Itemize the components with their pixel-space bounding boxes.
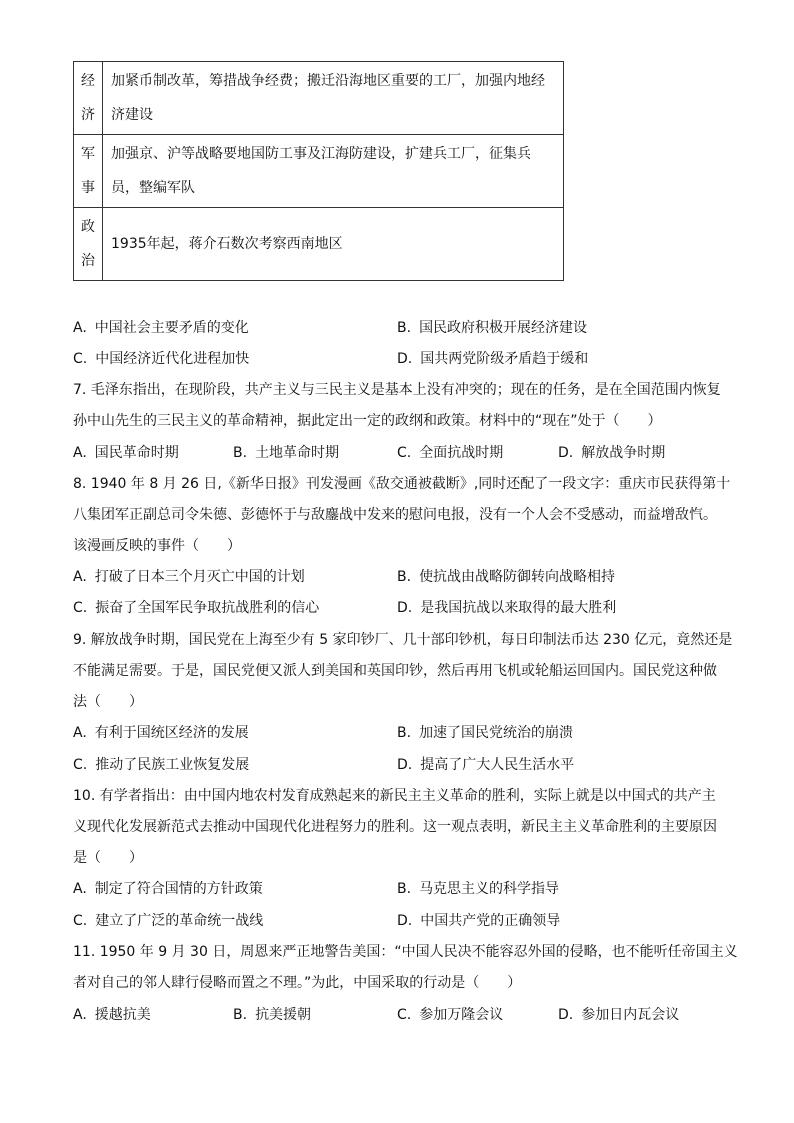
row-head (74, 208, 103, 281)
option-letter: B. (233, 445, 248, 461)
option-letter: C. (397, 445, 412, 461)
table-row (74, 62, 564, 135)
q11-stem-line: 者对自己的邻人肆行侵略而置之不理。”为此，中国采取的行动是（ ） (73, 975, 522, 991)
q10-stem-line: 义现代化发展新范式去推动中国现代化进程努力的胜利。这一观点表明，新民主主义革命胜利的主要原因 (73, 819, 717, 835)
option-text: 加速了国民党统治的崩溃 (419, 725, 574, 741)
option-text: 参加万隆会议 (419, 1007, 504, 1023)
q8-option-a[interactable] (73, 567, 305, 587)
table-row (74, 208, 564, 281)
q9-option-d[interactable] (397, 755, 574, 775)
option-letter: B. (397, 725, 412, 741)
row-head-char: 军 (81, 146, 95, 162)
row-head (74, 135, 103, 208)
q8-stem-line: 8. 1940 年 8 月 26 日,《新华日报》刊发漫画《敌交通被截断》,同时还配了一段文字：重庆市民获得第十 (73, 476, 731, 492)
q8-option-d[interactable] (397, 598, 616, 618)
row-content-line: 加紧币制改革，筹措战争经费；搬迁沿海地区重要的工厂，加强内地经 (111, 73, 545, 89)
option-text: 参加日内瓦会议 (581, 1007, 680, 1023)
option-text: 制定了符合国情的方针政策 (94, 881, 263, 897)
option-text: 是我国抗战以来取得的最大胜利 (420, 600, 617, 616)
option-text: 抗美援朝 (255, 1007, 312, 1023)
q11-option-b[interactable] (233, 1005, 311, 1025)
option-text: 国民政府积极开展经济建设 (419, 320, 588, 336)
option-letter: A. (73, 881, 87, 897)
option-text: 使抗战由战略防御转向战略相持 (419, 569, 616, 585)
q6-option-c[interactable] (73, 349, 249, 369)
option-text: 马克思主义的科学指导 (419, 881, 560, 897)
option-letter: A. (73, 725, 87, 741)
q7-option-c[interactable] (397, 443, 503, 463)
option-text: 援越抗美 (94, 1007, 151, 1023)
option-letter: D. (397, 913, 413, 929)
q7-option-b[interactable] (233, 443, 339, 463)
row-content-line: 1935年起，蒋介石数次考察西南地区 (111, 236, 343, 252)
option-text: 提高了广大人民生活水平 (420, 757, 575, 773)
option-letter: C. (73, 913, 88, 929)
option-letter: D. (397, 757, 413, 773)
row-head-char: 经 (81, 73, 95, 89)
q10-option-d[interactable] (397, 911, 560, 931)
option-letter: C. (397, 1007, 412, 1023)
option-letter: C. (73, 351, 88, 367)
q11-option-d[interactable] (558, 1005, 679, 1025)
q9-stem-line: 不能满足需要。于是，国民党便又派人到美国和英国印钞，然后再用飞机或轮船运回国内。国民党这种做 (73, 663, 717, 679)
q11-option-c[interactable] (397, 1005, 503, 1025)
q8-stem-line: 该漫画反映的事件（ ） (73, 538, 241, 554)
option-text: 中国共产党的正确领导 (420, 913, 561, 929)
row-head-char: 事 (81, 180, 95, 196)
option-text: 打破了日本三个月灭亡中国的计划 (94, 569, 305, 585)
option-text: 国共两党阶级矛盾趋于缓和 (420, 351, 589, 367)
q8-option-c[interactable] (73, 598, 319, 618)
option-letter: A. (73, 569, 87, 585)
q9-option-c[interactable] (73, 755, 249, 775)
q9-option-b[interactable] (397, 723, 573, 743)
row-head-char: 治 (81, 253, 95, 269)
q7-option-d[interactable] (558, 443, 665, 463)
q10-stem-line: 10. 有学者指出：由中国内地农村发育成熟起来的新民主主义革命的胜利，实际上就是以中国式的共产主 (73, 788, 716, 804)
option-letter: B. (397, 569, 412, 585)
row-content-line: 员，整编军队 (111, 180, 195, 196)
row-content (103, 62, 564, 135)
option-letter: A. (73, 1007, 87, 1023)
row-head-char: 政 (81, 219, 95, 235)
q7-stem-line: 孙中山先生的三民主义的革命精神，据此定出一定的政纲和政策。材料中的“现在”处于（ ） (73, 413, 662, 429)
option-text: 推动了民族工业恢复发展 (95, 757, 250, 773)
option-letter: B. (397, 881, 412, 897)
q10-stem-line: 是（ ） (73, 850, 143, 866)
q8-option-b[interactable] (397, 567, 615, 587)
q9-option-a[interactable] (73, 723, 249, 743)
row-head (74, 62, 103, 135)
q6-option-d[interactable] (397, 349, 588, 369)
material-table (73, 61, 564, 281)
option-letter: D. (397, 351, 413, 367)
option-text: 建立了广泛的革命统一战线 (95, 913, 264, 929)
row-content-line: 加强京、沪等战略要地国防工事及江海防建设，扩建兵工厂，征集兵 (111, 146, 531, 162)
option-text: 解放战争时期 (581, 445, 666, 461)
row-content (103, 135, 564, 208)
row-content (103, 208, 564, 281)
q6-option-a[interactable] (73, 318, 249, 338)
q6-option-b[interactable] (397, 318, 587, 338)
q10-option-a[interactable] (73, 879, 263, 899)
option-letter: B. (233, 1007, 248, 1023)
q9-stem-line: 9. 解放战争时期，国民党在上海至少有 5 家印钞厂、几十部印钞机，每日印制法币达 230 亿元，竟然还是 (73, 632, 733, 648)
table-row (74, 135, 564, 208)
q11-option-a[interactable] (73, 1005, 151, 1025)
q7-stem-line: 7. 毛泽东指出，在现阶段，共产主义与三民主义是基本上没有冲突的；现在的任务，是在全国范围内恢复 (73, 382, 721, 398)
q9-stem-line: 法（ ） (73, 694, 143, 710)
option-letter: C. (73, 600, 88, 616)
option-text: 中国经济近代化进程加快 (95, 351, 250, 367)
option-letter: B. (397, 320, 412, 336)
option-text: 中国社会主要矛盾的变化 (94, 320, 249, 336)
option-text: 振奋了全国军民争取抗战胜利的信心 (95, 600, 320, 616)
option-letter: D. (558, 445, 574, 461)
q8-stem-line: 八集团军正副总司令朱德、彭德怀于与敌鏖战中发来的慰问电报，没有一个人会不受感动，而益增敌忾。 (73, 507, 717, 523)
option-letter: C. (73, 757, 88, 773)
q11-stem-line: 11. 1950 年 9 月 30 日，周恩来严正地警告美国：“中国人民决不能容忍外国的侵略，也不能听任帝国主义 (73, 944, 738, 960)
row-content-line: 济建设 (111, 107, 153, 123)
row-head-char: 济 (81, 107, 95, 123)
option-text: 全面抗战时期 (419, 445, 504, 461)
q10-option-c[interactable] (73, 911, 263, 931)
option-letter: D. (558, 1007, 574, 1023)
option-letter: A. (73, 320, 87, 336)
option-letter: A. (73, 445, 87, 461)
option-text: 国民革命时期 (94, 445, 179, 461)
option-text: 土地革命时期 (255, 445, 340, 461)
option-text: 有利于国统区经济的发展 (94, 725, 249, 741)
q10-option-b[interactable] (397, 879, 559, 899)
option-letter: D. (397, 600, 413, 616)
q7-option-a[interactable] (73, 443, 179, 463)
